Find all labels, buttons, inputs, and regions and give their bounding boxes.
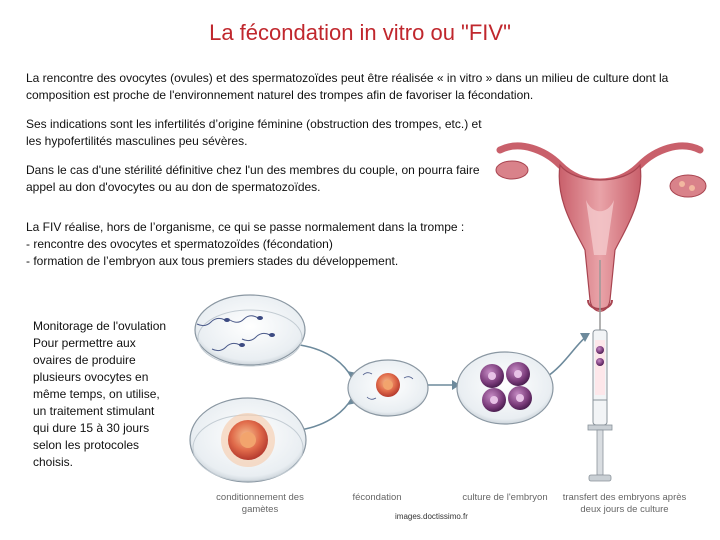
caption-embryo-culture: culture de l'embryon (462, 492, 548, 503)
indications-paragraph: Ses indications sont les infertilités d’origine féminine (obstruction des trompes, etc.) et les hypofertilités masculines peu sévères. (26, 117, 482, 148)
fertilization-dish (348, 360, 428, 416)
fiv-summary-item-2: - formation de l’embryon aux tous premiers stades du développement. (26, 254, 399, 268)
sperm-dish (195, 295, 305, 366)
donation-paragraph: Dans le cas d'une stérilité définitive chez l'un des membres du couple, on pourra faire appel au don d'ovocytes ou au don de spermatozoïdes. (26, 163, 480, 194)
fiv-summary-item-1: - rencontre des ovocytes et spermatozoïdes (fécondation) (26, 237, 333, 251)
embryo-dish (457, 352, 553, 424)
caption-gamete-conditioning: conditionnement des gamètes (216, 492, 304, 515)
ovulation-monitoring-text: Monitorage de l'ovulation Pour permettre aux ovaires de produire plusieurs ovocytes en même temps, on utilise, un traitement stimulant qui dure 15 à 30 jours selon les protocoles choisis. (33, 319, 167, 469)
uterus-drawing (496, 146, 706, 311)
fiv-summary-intro: La FIV réalise, hors de l’organisme, ce qui se passe normalement dans la trompe : (26, 220, 465, 234)
caption-fertilization: fécondation (352, 492, 402, 503)
image-credit: images.doctissimo.fr (395, 512, 468, 521)
page-title: La fécondation in vitro ou "FIV" (209, 20, 511, 45)
intro-paragraph: La rencontre des ovocytes (ovules) et des spermatozoïdes peut être réalisée « in vitro » dans un milieu de culture dont la composition est proche de l'environnement naturel des trompes afin de favoriser la fécondation. (26, 71, 669, 102)
caption-embryo-transfer: transfert des embryons après deux jours de culture (562, 492, 687, 515)
oocyte-dish (190, 398, 306, 482)
